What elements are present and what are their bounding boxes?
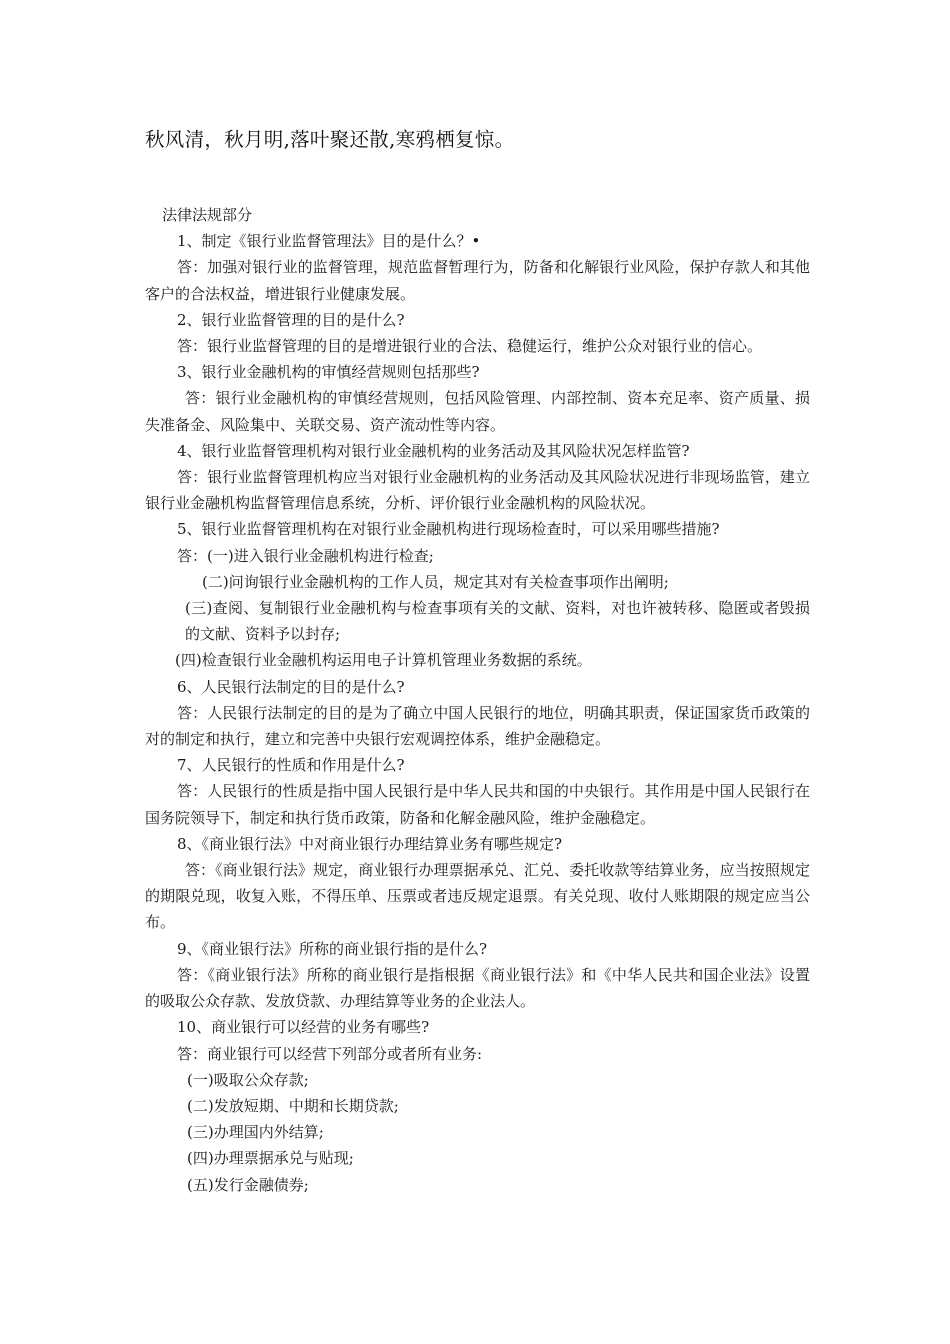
paragraph: 答：加强对银行业的监督管理，规范监督暂理行为，防备和化解银行业风险，保护存款人和其他客户的合法权益，增进银行业健康发展。	[145, 258, 810, 303]
section-title: 法律法规部分	[162, 206, 253, 224]
paragraph: 9、《商业银行法》所称的商业银行指的是什么?	[177, 939, 488, 958]
paragraph: 10、商业银行可以经营的业务有哪些?	[177, 1018, 430, 1037]
paragraph: 答：银行业监督管理的目的是增进银行业的合法、稳健运行，维护公众对银行业的信心。	[177, 337, 763, 356]
paragraph: 答：《商业银行法》规定，商业银行办理票据承兑、汇兑、委托收款等结算业务，应当按照规定的期限兑现，收复入账，不得压单、压票或者违反规定退票。有关兑现、收付人账期限的规定应当公布。	[145, 861, 810, 932]
paragraph: (四)办理票据承兑与贴现;	[187, 1149, 354, 1168]
paragraph: 6、人民银行法制定的目的是什么?	[177, 677, 405, 696]
paragraph: (二)问询银行业金融机构的工作人员，规定其对有关检查事项作出阐明;	[202, 572, 669, 591]
paragraph: 3、银行业金融机构的审慎经营规则包括那些?	[177, 363, 480, 382]
paragraph: 1、制定《银行业监督管理法》目的是什么？•	[177, 232, 481, 251]
paragraph: 5、银行业监督管理机构在对银行业金融机构进行现场检查时，可以采用哪些措施?	[177, 520, 720, 539]
paragraph: 答：商业银行可以经营下列部分或者所有业务:	[177, 1044, 483, 1063]
paragraph: (五)发行金融债券;	[187, 1175, 309, 1194]
paragraph: (二)发放短期、中期和长期贷款;	[187, 1096, 399, 1115]
paragraph: 2、银行业监督管理的目的是什么?	[177, 310, 405, 329]
paragraph: 答：《商业银行法》所称的商业银行是指根据《商业银行法》和《中华人民共和国企业法》设置的吸取公众存款、发放贷款、办理结算等业务的企业法人。	[145, 965, 810, 1011]
paragraph: (三)办理国内外结算;	[187, 1123, 324, 1142]
paragraph: 答：(一)进入银行业金融机构进行检查;	[177, 546, 434, 565]
document-body	[145, 202, 810, 1198]
paragraph: 答：银行业金融机构的审慎经营规则，包括风险管理、内部控制、资本充足率、资产质量、损失准备金、风险集中、关联交易、资产流动性等内容。	[145, 389, 810, 434]
paragraph: (一)吸取公众存款;	[187, 1070, 309, 1089]
paragraph: 答：人民银行的性质是指中国人民银行是中华人民共和国的中央银行。其作用是中国人民银行在国务院领导下，制定和执行货币政策，防备和化解金融风险，维护金融稳定。	[145, 782, 810, 827]
paragraph: (四)检查银行业金融机构运用电子计算机管理业务数据的系统。	[175, 651, 592, 670]
paragraph: 答：人民银行法制定的目的是为了确立中国人民银行的地位，明确其职责，保证国家货币政策的对的制定和执行，建立和完善中央银行宏观调控体系，维护金融稳定。	[145, 703, 810, 749]
paragraph: (三)查阅、复制银行业金融机构与检查事项有关的文献、资料，对也许被转移、隐匿或者毁损的文献、资料予以封存;	[185, 599, 810, 644]
paragraph: 7、人民银行的性质和作用是什么?	[177, 756, 405, 775]
paragraph-list	[145, 228, 810, 1198]
paragraph: 8、《商业银行法》中对商业银行办理结算业务有哪些规定?	[177, 834, 563, 853]
paragraph: 答：银行业监督管理机构应当对银行业金融机构的业务活动及其风险状况进行非现场监管，建立银行业金融机构监督管理信息系统，分析、评价银行业金融机构的风险状况。	[145, 468, 810, 513]
paragraph: 4、银行业监督管理机构对银行业金融机构的业务活动及其风险状况怎样监管?	[177, 441, 690, 460]
poem-line: 秋风清，秋月明,落叶聚还散,寒鸦栖复惊。	[145, 128, 515, 151]
